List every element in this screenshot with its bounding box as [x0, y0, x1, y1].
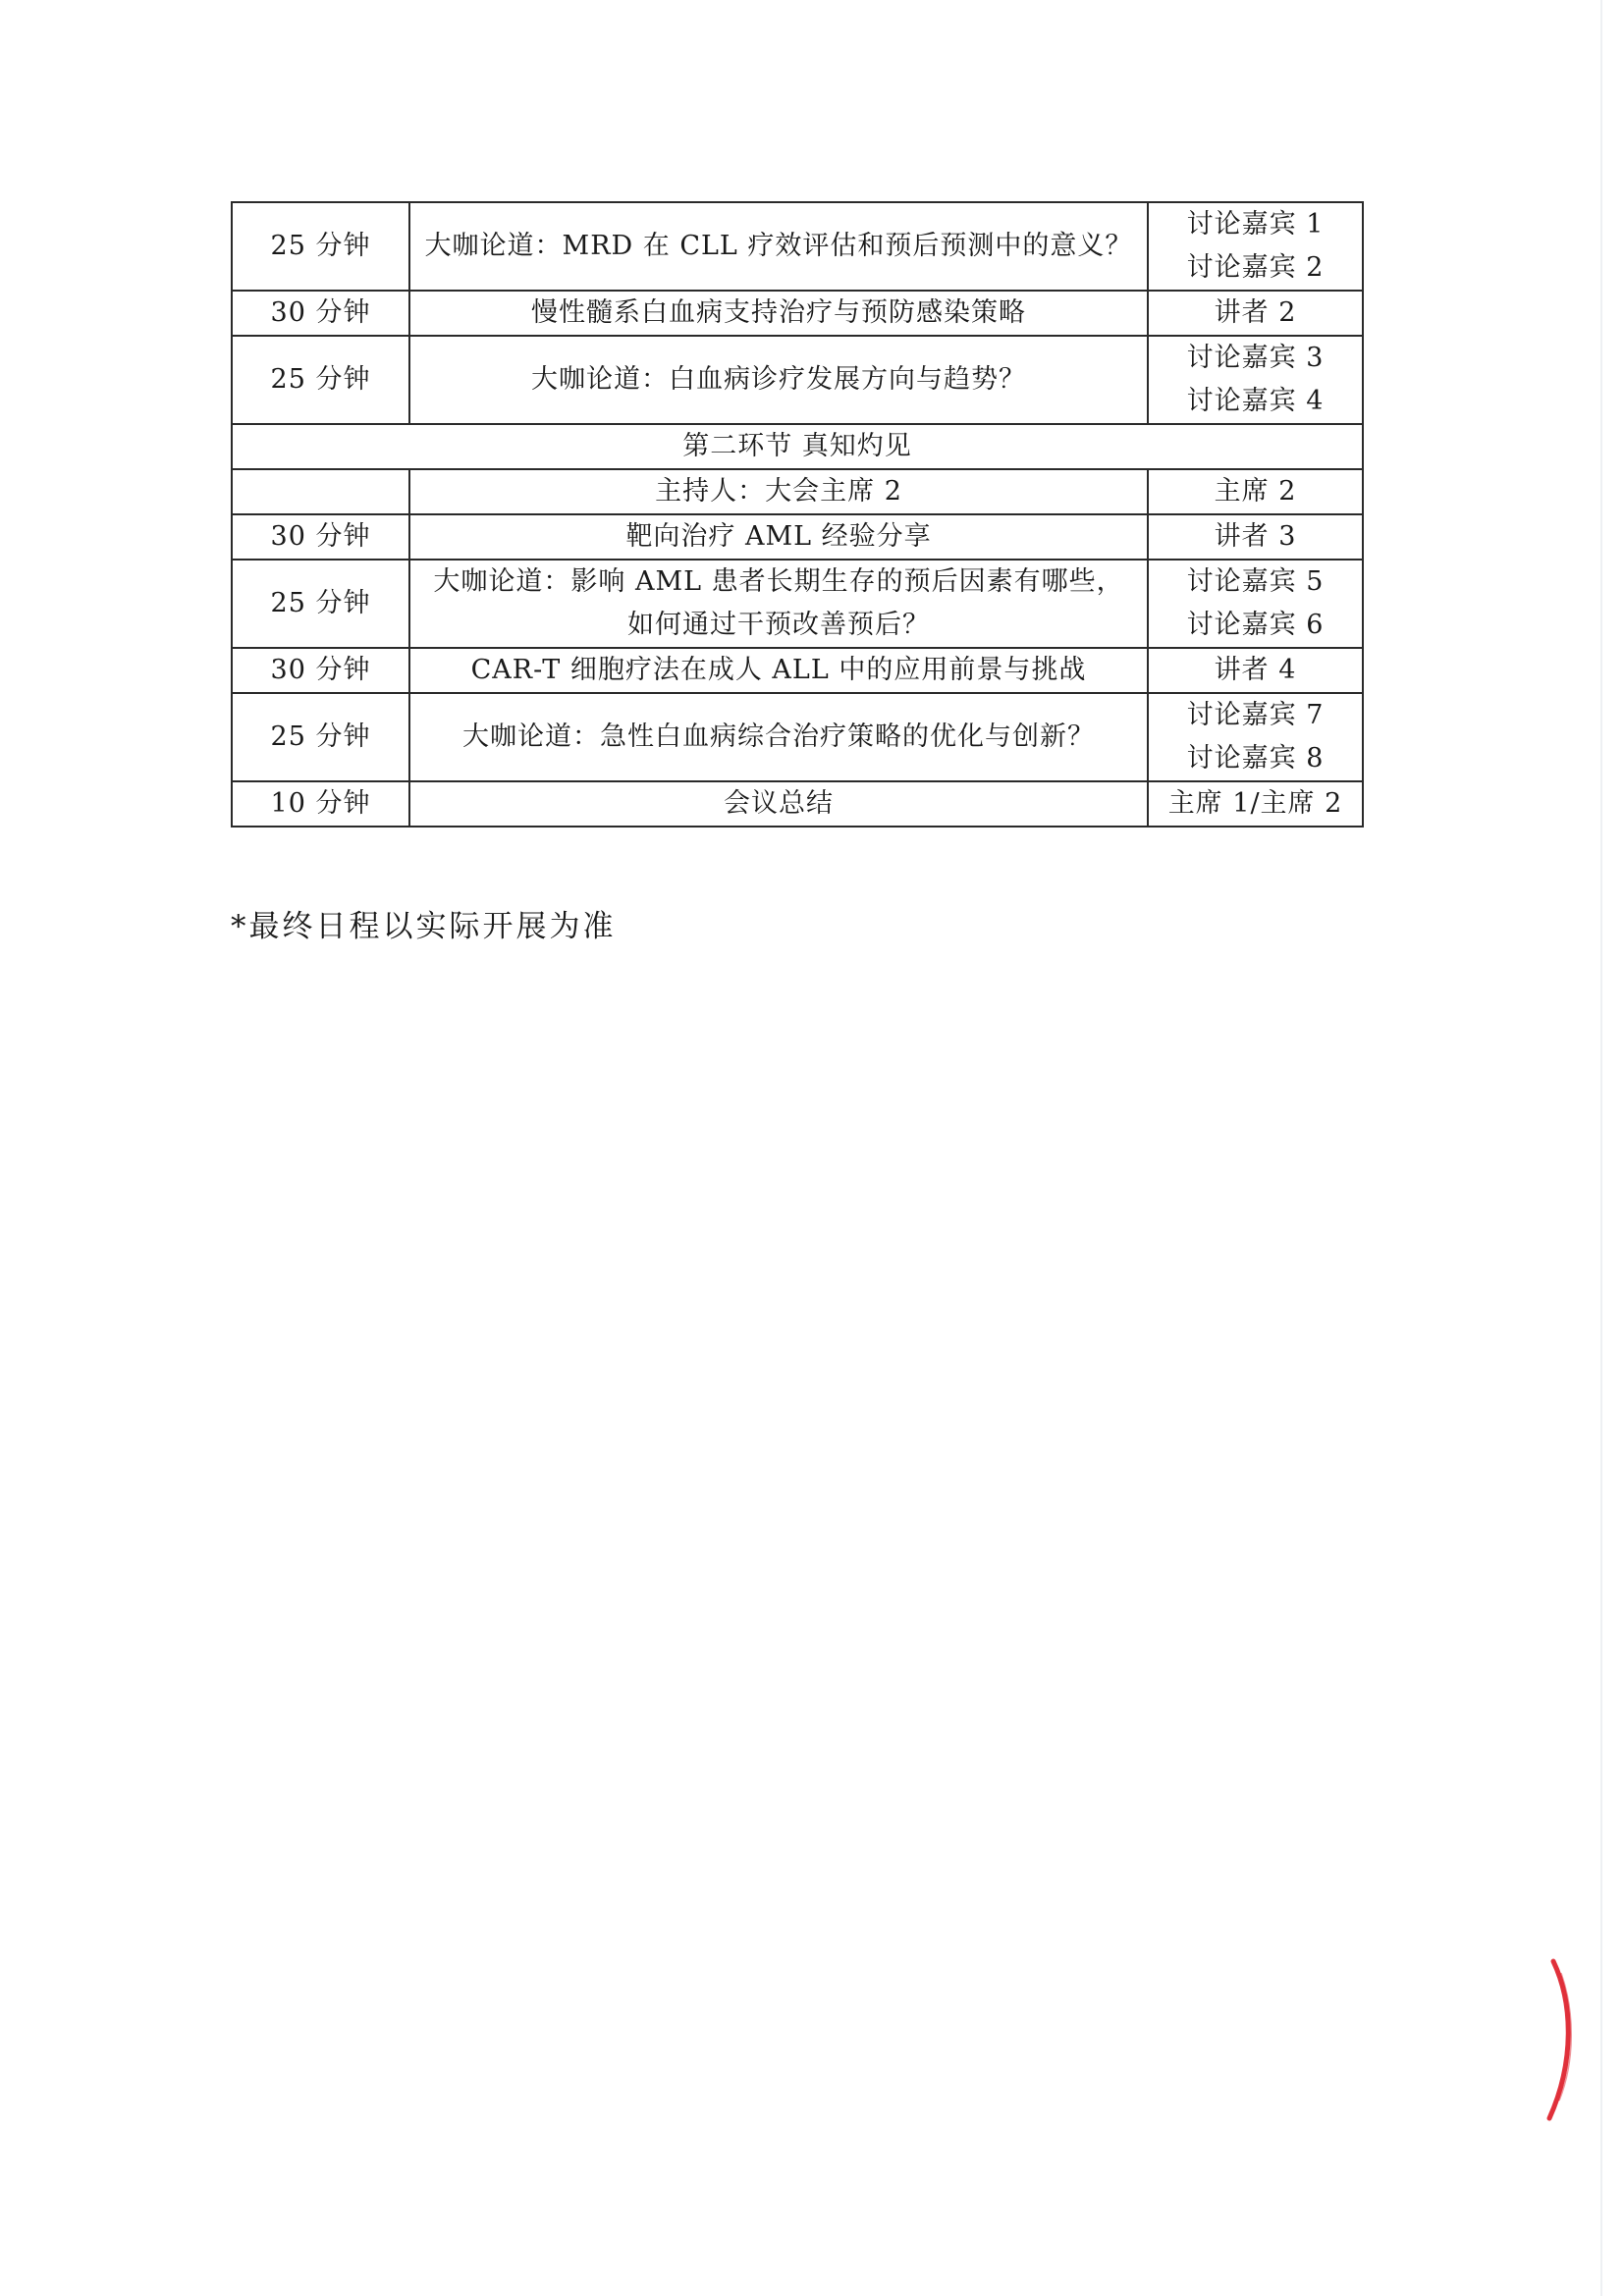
topic-cell: 慢性髓系白血病支持治疗与预防感染策略: [409, 291, 1148, 336]
section-title: 第二环节 真知灼见: [232, 424, 1363, 469]
page-edge-divider: [1600, 0, 1602, 2296]
topic-cell: 主持人：大会主席 2: [409, 469, 1148, 514]
table-row: [232, 514, 1363, 560]
speaker-cell: 讲者 2: [1148, 291, 1363, 336]
table-row: [232, 648, 1363, 693]
speaker-cell: [1148, 336, 1363, 424]
topic-line: 如何通过干预改善预后？: [627, 610, 930, 640]
topic-cell: [409, 202, 1148, 291]
speaker-cell: 主席 1/主席 2: [1148, 781, 1363, 827]
time-cell: 25 分钟: [232, 336, 409, 424]
speaker-cell: 主席 2: [1148, 469, 1363, 514]
topic-cell: 大咖论道：白血病诊疗发展方向与趋势？: [409, 336, 1148, 424]
speaker-line: 讨论嘉宾 5: [1186, 566, 1325, 597]
topic-line: 大咖论道：MRD 在 CLL 疗效评估和预后预测中的意义？: [424, 231, 1133, 261]
table-row: [232, 336, 1363, 424]
table-row: [232, 693, 1363, 781]
speaker-line: 讨论嘉宾 4: [1186, 386, 1325, 416]
time-cell: [232, 469, 409, 514]
time-cell: 25 分钟: [232, 560, 409, 648]
schedule-table: [231, 201, 1364, 828]
topic-cell: 会议总结: [409, 781, 1148, 827]
time-cell: 25 分钟: [232, 202, 409, 291]
table-row: [232, 781, 1363, 827]
speaker-cell: [1148, 202, 1363, 291]
topic-line: 大咖论道：影响 AML 患者长期生存的预后因素有哪些，: [433, 566, 1124, 597]
speaker-cell: [1148, 560, 1363, 648]
section-header-row: [232, 424, 1363, 469]
speaker-cell: 讲者 3: [1148, 514, 1363, 560]
time-cell: 30 分钟: [232, 291, 409, 336]
table-row: [232, 291, 1363, 336]
speaker-cell: [1148, 693, 1363, 781]
time-cell: 25 分钟: [232, 693, 409, 781]
speaker-line: 讨论嘉宾 8: [1186, 743, 1325, 774]
topic-cell: [409, 560, 1148, 648]
speaker-cell: 讲者 4: [1148, 648, 1363, 693]
speaker-line: 讨论嘉宾 3: [1186, 343, 1325, 373]
speaker-line: 讨论嘉宾 6: [1186, 610, 1325, 640]
footnote: *最终日程以实际开展为准: [231, 909, 617, 944]
speaker-line: 讨论嘉宾 1: [1186, 209, 1325, 240]
seal-stamp-fragment: [1532, 1953, 1591, 2130]
table-row: [232, 202, 1363, 291]
topic-cell: 靶向治疗 AML 经验分享: [409, 514, 1148, 560]
time-cell: 30 分钟: [232, 514, 409, 560]
speaker-line: 讨论嘉宾 7: [1186, 700, 1325, 730]
time-cell: 10 分钟: [232, 781, 409, 827]
time-cell: 30 分钟: [232, 648, 409, 693]
topic-cell: CAR-T 细胞疗法在成人 ALL 中的应用前景与挑战: [409, 648, 1148, 693]
table-row: [232, 469, 1363, 514]
speaker-line: 讨论嘉宾 2: [1186, 252, 1325, 283]
topic-cell: 大咖论道：急性白血病综合治疗策略的优化与创新？: [409, 693, 1148, 781]
table-row: [232, 560, 1363, 648]
